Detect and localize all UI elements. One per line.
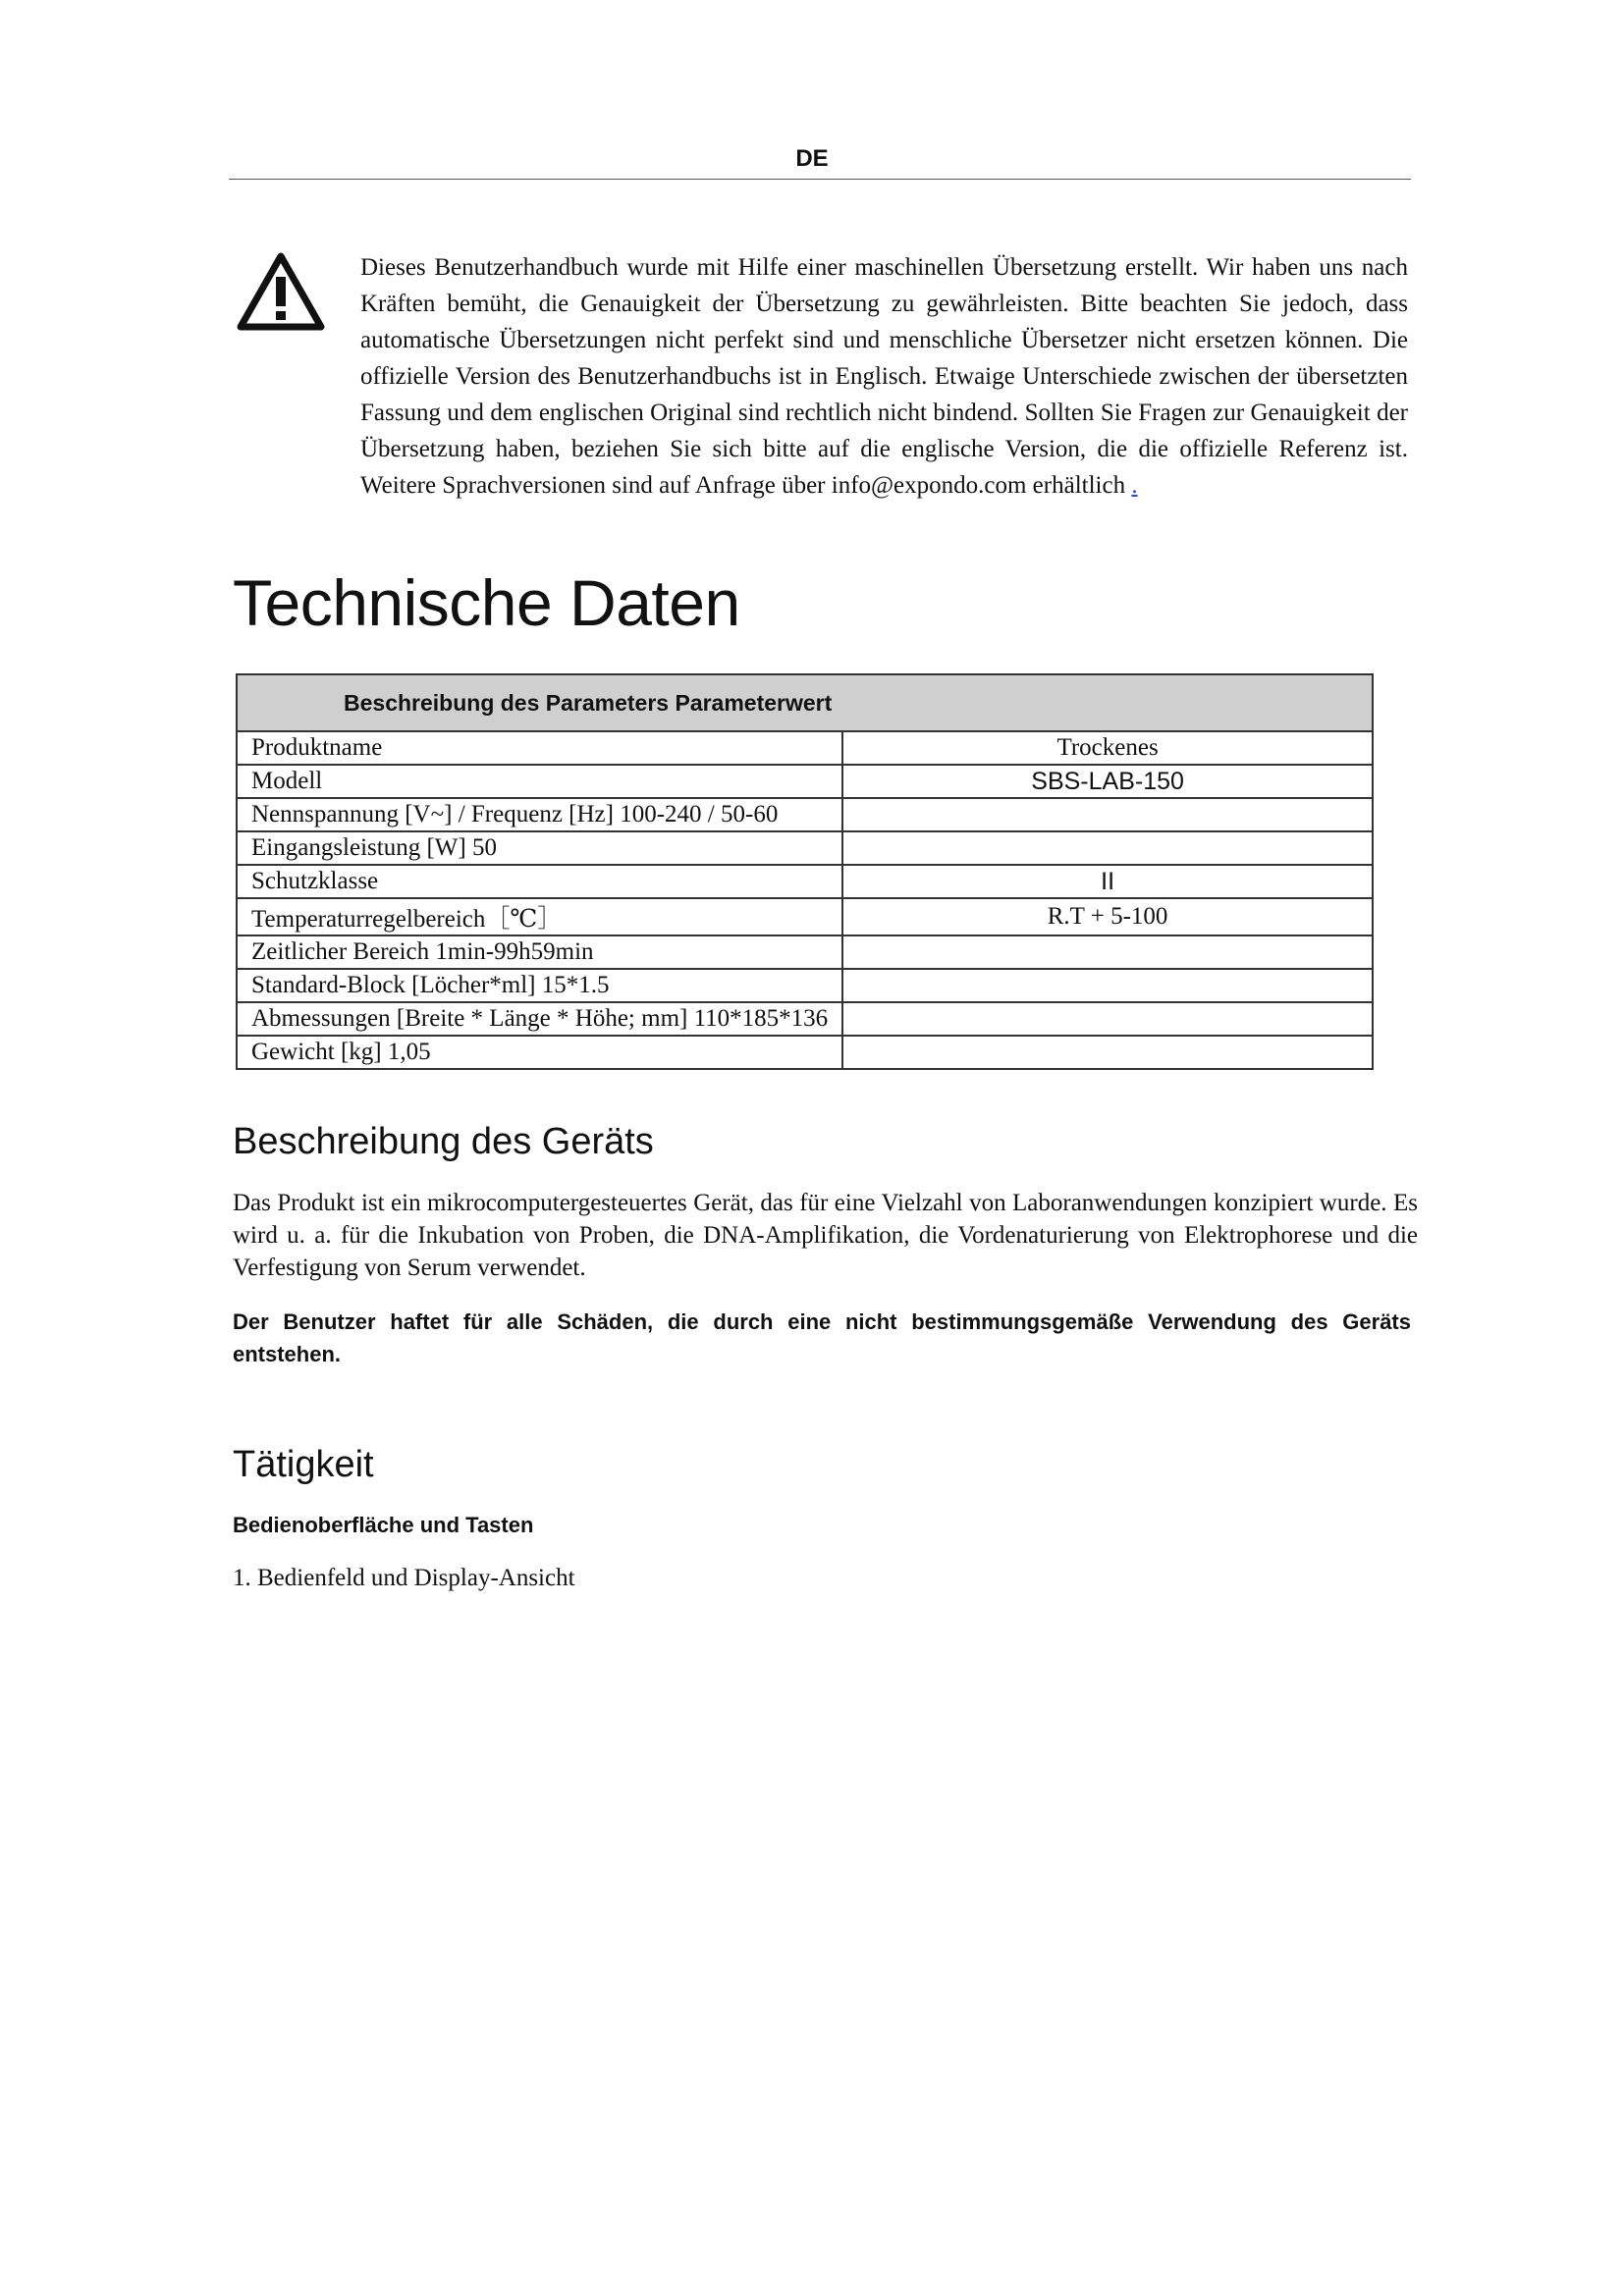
operation-heading: Tätigkeit: [233, 1444, 374, 1485]
param-name: Schutzklasse: [237, 865, 842, 898]
table-row: [237, 865, 1373, 898]
list-item: 1. Bedienfeld und Display-Ansicht: [233, 1565, 575, 1591]
param-value: [842, 1036, 1373, 1069]
param-value: II: [842, 865, 1373, 898]
header-divider: [229, 179, 1411, 180]
param-value: [842, 1002, 1373, 1036]
param-name: Modell: [237, 765, 842, 798]
spec-table-header-row: [237, 674, 1373, 731]
table-row: [237, 831, 1373, 865]
operation-subheading: Bedienoberfläche und Tasten: [233, 1513, 534, 1537]
spec-table-header: Beschreibung des Parameters Parameterwert: [237, 674, 1373, 731]
table-row: [237, 1002, 1373, 1036]
translation-notice-text: Dieses Benutzerhandbuch wurde mit Hilfe einer maschinellen Übersetzung erstellt. Wir haben uns nach Kräften bemüht, die Genauigkeit der Übersetzung zu gewährleisten. Bitte beachten Sie jedoch, dass automatische Übersetzungen nicht perfekt sind und menschliche Übersetzer nicht ersetzen können. Die offizielle Version des Benutzerhandbuchs ist in Englisch. Etwaige Unterschiede zwischen der übersetzten Fassung und dem englischen Original sind rechtlich nicht bindend. Sollten Sie Fragen zur Genauigkeit der Übersetzung haben, beziehen Sie sich bitte auf die englische Version, die die offizielle Referenz ist. Weitere Sprachversionen sind auf Anfrage über info@expondo.com erhältlich: [360, 254, 1408, 499]
table-row: [237, 798, 1373, 831]
translation-notice: [360, 249, 1408, 504]
warning-icon: [236, 251, 326, 332]
page-language-label: DE: [795, 145, 829, 172]
param-name: Eingangsleistung [W] 50: [237, 831, 842, 865]
param-value: R.T + 5-100: [842, 898, 1373, 935]
table-row: [237, 969, 1373, 1002]
page-title: Technische Daten: [233, 566, 740, 639]
param-value: Trockenes: [842, 731, 1373, 765]
param-name: Zeitlicher Bereich 1min-99h59min: [237, 935, 842, 969]
table-row: [237, 1036, 1373, 1069]
param-value: [842, 969, 1373, 1002]
param-value: [842, 935, 1373, 969]
param-name: Abmessungen [Breite * Länge * Höhe; mm] 110*185*136: [237, 1002, 842, 1036]
table-row: [237, 731, 1373, 765]
param-value: [842, 798, 1373, 831]
description-heading: Beschreibung des Geräts: [233, 1121, 654, 1162]
param-name: Nennspannung [V~] / Frequenz [Hz] 100-240 / 50-60: [237, 798, 842, 831]
param-value: SBS-LAB-150: [842, 765, 1373, 798]
table-row: [237, 765, 1373, 798]
table-row: [237, 935, 1373, 969]
param-name: Gewicht [kg] 1,05: [237, 1036, 842, 1069]
notice-link[interactable]: .: [1131, 472, 1138, 499]
param-name: Produktname: [237, 731, 842, 765]
param-name: Temperaturregelbereich［℃］: [237, 898, 842, 935]
param-value: [842, 831, 1373, 865]
table-row: [237, 898, 1373, 935]
spec-table: [236, 673, 1374, 1070]
liability-warning: Der Benutzer haftet für alle Schäden, die durch eine nicht bestimmungsgemäße Verwendung des Geräts entstehen.: [233, 1309, 1411, 1366]
description-body: Das Produkt ist ein mikrocomputergesteuertes Gerät, das für eine Vielzahl von Laboranwendungen konzipiert wurde. Es wird u. a. für die Inkubation von Proben, die DNA-Amplifikation, die Vordenaturierung von Elektrophorese und die Verfestigung von Serum verwendet.: [233, 1190, 1418, 1281]
param-name: Standard-Block [Löcher*ml] 15*1.5: [237, 969, 842, 1002]
